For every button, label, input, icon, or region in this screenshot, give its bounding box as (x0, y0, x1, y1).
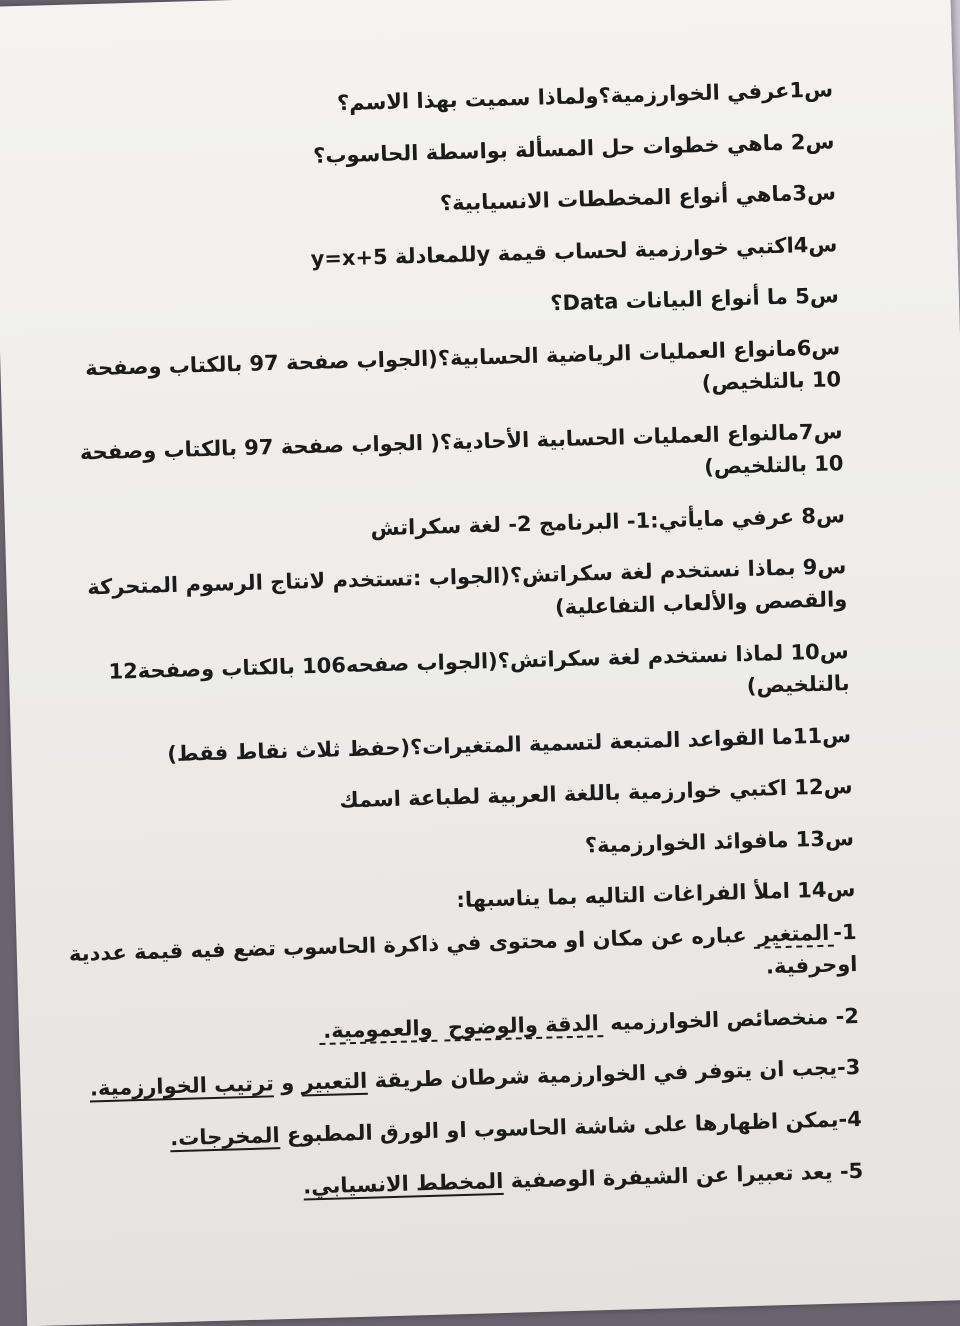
question-12: س12 اكتبي خوارزمية باللغة العربية لطباعة اسمك (339, 774, 853, 813)
fill-item-4-answer: المخرجات. (169, 1123, 280, 1151)
fill-item-3-connector: و (273, 1071, 302, 1096)
fill-item-1-text: عباره عن مكان او محتوى في ذاكرة الحاسوب تضع فيه قيمة عددية اوحرفية. (68, 922, 858, 979)
question-2: س2 ماهي خطوات حل المسألة بواسطة الحاسوب؟ (312, 128, 835, 168)
question-list (43, 73, 864, 1228)
question-8: س8 عرفي مايأتي:1- البرنامج 2- لغة سكراتش (370, 503, 846, 541)
fill-item-5-answer: المخطط الانسيابي. (302, 1168, 504, 1199)
fill-item-3-text: 3-يجب ان يتوفر في الخوارزمية شرطان طريقة (366, 1055, 861, 1094)
question-11: س11ما القواعد المتبعة لتسمية المتغيرات؟(حفظ ثلاث نقاط فقط) (166, 722, 852, 766)
fill-item-5 (73, 1154, 864, 1209)
fill-item-1-number: 1- (832, 919, 857, 945)
fill-item-1-answer: المتغير (754, 920, 834, 948)
fill-item-2-answer-1: الدقة والوضوح (444, 1011, 604, 1041)
question-5: س5 ما أنواع البيانات Data؟ (550, 283, 840, 316)
fill-item-5-text: 5- يعد تعبيرا عن الشيفرة الوصفية (502, 1158, 864, 1193)
question-10: س10 لماذا نستخدم لغة سكراتش؟(الجواب صفحه106 بالكتاب وصفحة12 بالتلخيص) (108, 638, 850, 699)
question-4: س4اكتبي خوارزمية لحساب قيمة yللمعادلة y=x+5 (310, 231, 838, 271)
question-1: س1عرفي الخوارزمية؟ولماذا سميت بهذا الاسم؟ (336, 77, 834, 116)
question-6: س6مانواع العمليات الرياضية الحسابية؟(الجواب صفحة 97 بالكتاب وصفحة 10 بالتلخيص) (84, 334, 842, 396)
fill-item-4-text: 4-يمكن اظهارها على شاشة الحاسوب او الورق المطبوع (279, 1106, 863, 1148)
fill-item-1 (66, 916, 858, 1003)
fill-item-4 (72, 1103, 863, 1158)
fill-item-2-answer-2: والعمومية. (319, 1016, 437, 1045)
fill-item-3-answer-1: التعبير (301, 1069, 368, 1096)
question-13: س13 مافوائد الخوارزمية؟ (584, 825, 855, 858)
question-9: س9 بماذا نستخدم لغة سكراتش؟(الجواب :تستخدم لانتاج الرسوم المتحركة والقصص والألعاب التفاعلية) (87, 554, 848, 620)
fill-item-3 (70, 1051, 861, 1106)
fill-item-2-text: 2- منخصائص الخوارزميه (602, 1003, 860, 1036)
fill-item-2 (69, 1000, 860, 1055)
question-3: س3ماهي أنواع المخططات الانسيابية؟ (439, 180, 837, 216)
question-14: س14 املأ الفراغات التاليه بما يناسبها: (456, 877, 856, 913)
question-7: س7مالنواع العمليات الحسابية الأحادية؟( الجواب صفحة 97 بالكتاب وصفحة 10 بالتلخيص) (79, 419, 844, 480)
fill-item-3-answer-2: ترتيب الخوارزمية. (89, 1071, 275, 1101)
